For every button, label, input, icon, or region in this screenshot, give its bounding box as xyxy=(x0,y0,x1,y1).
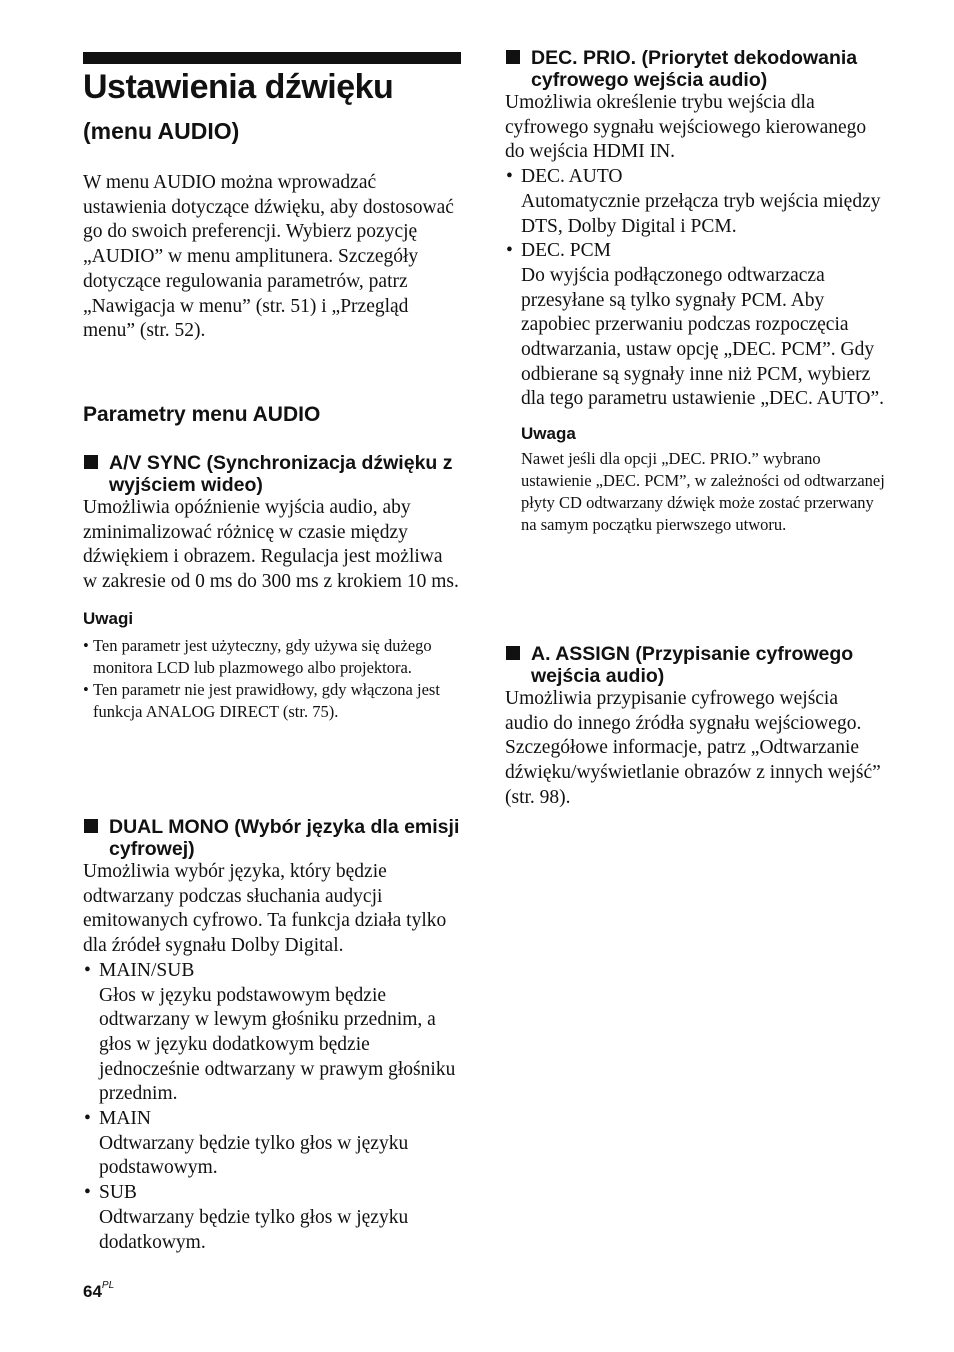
dec-prio-note xyxy=(505,424,885,536)
square-bullet-icon xyxy=(506,646,520,660)
bullet-icon: • xyxy=(84,1108,91,1130)
bullet-icon: • xyxy=(506,166,513,188)
list-item xyxy=(83,1107,461,1181)
page-subtitle: (menu AUDIO) xyxy=(83,118,240,144)
list-item xyxy=(83,959,461,1107)
intro-paragraph: W menu AUDIO można wprowadzać ustawienia dotyczące dźwięku, aby dostosować go do swoich preferencji. Wybierz pozycję „AUDIO” w menu amplitunera. Szczegóły dotyczące regulowania parametrów, patrz „Nawigacja w menu” (str. 51) i „Przegląd menu” (str. 52). xyxy=(83,172,454,342)
note-item xyxy=(83,679,461,723)
dual-mono-heading xyxy=(83,816,461,860)
bullet-icon: • xyxy=(83,635,89,655)
dec-prio-options xyxy=(505,165,885,412)
bullet-icon: • xyxy=(84,1182,91,1204)
av-sync-section xyxy=(83,452,461,723)
option-label: SUB xyxy=(99,1182,137,1204)
list-item xyxy=(505,165,885,239)
a-assign-heading xyxy=(505,643,885,687)
note-text: Ten parametr nie jest prawidłowy, gdy włączona jest funkcja ANALOG DIRECT (str. 75). xyxy=(93,679,440,721)
dec-prio-note-text: Nawet jeśli dla opcji „DEC. PRIO.” wybrano ustawienie „DEC. PCM”, w zależności od odtwarzanej płyty CD odtwarzany dźwięk może zostać przerwany na samym początku pierwszego utworu. xyxy=(521,449,885,535)
dual-mono-body: Umożliwia wybór języka, który będzie odtwarzany podczas słuchania audycji emitowanych cyfrowo. Ta funkcja działa tylko dla źródeł sygnału Dolby Digital. xyxy=(83,861,447,957)
option-desc: Automatycznie przełącza tryb wejścia między DTS, Dolby Digital i PCM. xyxy=(521,190,881,237)
dec-prio-heading xyxy=(505,47,885,91)
option-desc: Odtwarzany będzie tylko głos w języku podstawowym. xyxy=(99,1132,409,1179)
option-desc: Głos w języku podstawowym będzie odtwarzany w lewym głośniku przednim, a głos w języku dodatkowym będzie jednocześnie odtwarzany w prawym głośniku przednim. xyxy=(99,984,456,1105)
bullet-icon: • xyxy=(506,240,513,262)
page-number-value: 64 xyxy=(83,1282,102,1301)
av-sync-heading-text: A/V SYNC (Synchronizacja dźwięku z wyjściem wideo) xyxy=(109,452,453,496)
dec-prio-note-heading: Uwaga xyxy=(521,424,576,444)
a-assign-heading-text: A. ASSIGN (Przypisanie cyfrowego wejścia audio) xyxy=(531,643,854,687)
square-bullet-icon xyxy=(84,455,98,469)
dual-mono-heading-text: DUAL MONO (Wybór języka dla emisji cyfrowej) xyxy=(109,816,460,860)
dec-prio-body: Umożliwia określenie trybu wejścia dla cyfrowego sygnału wejściowego kierowanego do wejścia HDMI IN. xyxy=(505,92,867,163)
note-item xyxy=(83,635,461,679)
dec-prio-heading-text: DEC. PRIO. (Priorytet dekodowania cyfrowego wejścia audio) xyxy=(531,47,858,91)
list-item xyxy=(505,239,885,412)
av-sync-notes-heading: Uwagi xyxy=(83,608,134,628)
note-text: Ten parametr jest użyteczny, gdy używa się dużego monitora LCD lub plazmowego albo projektora. xyxy=(93,635,432,677)
page-number-suffix: PL xyxy=(101,1280,115,1292)
page-title: Ustawienia dźwięku xyxy=(83,68,394,106)
av-sync-notes xyxy=(83,635,461,723)
dual-mono-options xyxy=(83,959,461,1255)
dec-prio-section xyxy=(505,47,885,536)
av-sync-heading xyxy=(83,452,461,496)
a-assign-section xyxy=(505,643,885,811)
option-desc: Do wyjścia podłączonego odtwarzacza przesyłane są tylko sygnały PCM. Aby zapobiec przerwaniu podczas rozpoczęcia odtwarzania, ustaw opcję „DEC. PCM”. Gdy odbierane są sygnały inne niż PCM, wybierz dla tego parametru ustawienie „DEC. AUTO”. xyxy=(521,264,884,410)
option-label: DEC. PCM xyxy=(521,240,611,262)
square-bullet-icon xyxy=(84,819,98,833)
option-label: MAIN/SUB xyxy=(99,959,195,981)
dual-mono-section xyxy=(83,816,461,1255)
square-bullet-icon xyxy=(506,50,520,64)
bullet-icon: • xyxy=(84,959,91,981)
option-label: MAIN xyxy=(99,1108,151,1130)
av-sync-body: Umożliwia opóźnienie wyjścia audio, aby zminimalizować różnicę w czasie między dźwiękiem i obrazem. Regulacja jest możliwa w zakresie od 0 ms do 300 ms z krokiem 10 ms. xyxy=(83,497,459,593)
top-rule xyxy=(83,52,461,64)
list-item xyxy=(83,1181,461,1255)
params-heading: Parametry menu AUDIO xyxy=(83,403,321,426)
bullet-icon: • xyxy=(83,679,89,699)
page-number xyxy=(83,1282,114,1302)
a-assign-body: Umożliwia przypisanie cyfrowego wejścia audio do innego źródła sygnału wejściowego. Szczegółowe informacje, patrz „Odtwarzanie dźwięku/wyświetlanie obrazów z innych wejść” (str. 98). xyxy=(505,688,881,808)
option-desc: Odtwarzany będzie tylko głos w języku dodatkowym. xyxy=(99,1206,409,1253)
option-label: DEC. AUTO xyxy=(521,166,623,188)
